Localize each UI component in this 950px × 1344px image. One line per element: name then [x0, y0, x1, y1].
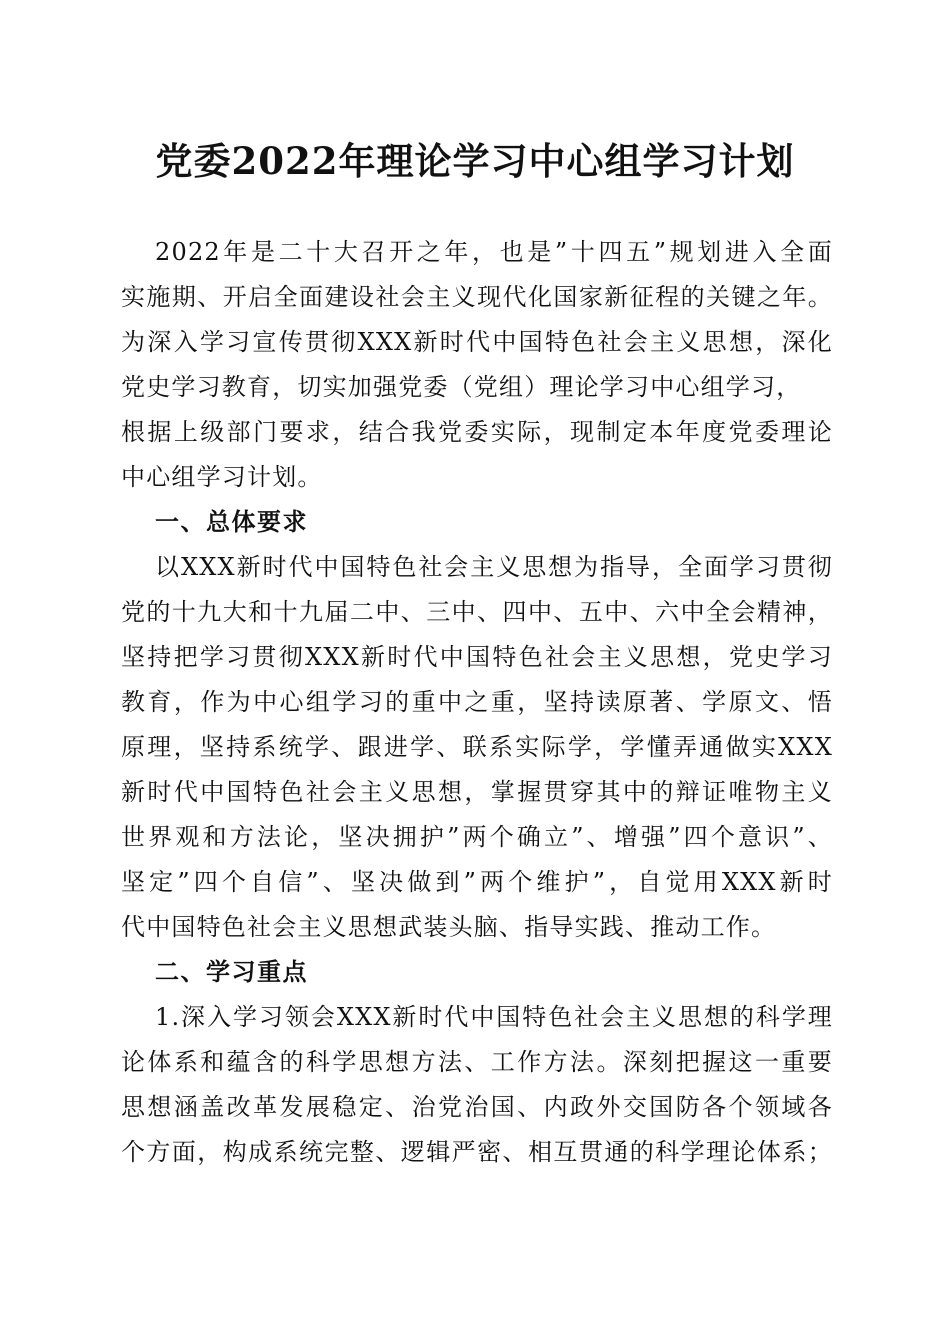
section-1-line-9: 代中国特色社会主义思想武装头脑、指导实践、推动工作。 [121, 913, 777, 941]
section-1-line-4: 教育，作为中心组学习的重中之重，坚持读原著、学原文、悟 [121, 688, 833, 716]
section-1-heading: 一、总体要求 [155, 508, 308, 536]
intro-line-6: 中心组学习计划。 [121, 463, 323, 491]
intro-line-5: 根据上级部门要求，结合我党委实际，现制定本年度党委理论 [121, 418, 833, 446]
section-1-line-3: 坚持把学习贯彻XXX新时代中国特色社会主义思想，党史学习 [121, 643, 833, 671]
section-1-line-5: 原理，坚持系统学、跟进学、联系实际学，学懂弄通做实XXX [121, 733, 833, 761]
section-1-line-8: 坚定”四个自信”、坚决做到”两个维护”，自觉用XXX新时 [121, 868, 833, 896]
document-title: 党委2022年理论学习中心组学习计划 [155, 139, 795, 183]
intro-line-3: 为深入学习宣传贯彻XXX新时代中国特色社会主义思想，深化 [121, 328, 833, 356]
section-2-heading: 二、学习重点 [155, 958, 308, 986]
intro-line-4: 党史学习教育，切实加强党委（党组）理论学习中心组学习， [121, 373, 802, 401]
section-2-line-4: 个方面，构成系统完整、逻辑严密、相互贯通的科学理论体系； [121, 1138, 833, 1166]
intro-line-2: 实施期、开启全面建设社会主义现代化国家新征程的关键之年。 [121, 283, 833, 311]
section-1-line-2: 党的十九大和十九届二中、三中、四中、五中、六中全会精神， [121, 598, 833, 626]
section-1-line-1: 以XXX新时代中国特色社会主义思想为指导，全面学习贯彻 [155, 553, 833, 581]
section-2-line-3: 思想涵盖改革发展稳定、治党治国、内政外交国防各个领域各 [121, 1093, 833, 1121]
section-1-line-7: 世界观和方法论，坚决拥护”两个确立”、增强”四个意识”、 [121, 823, 833, 851]
section-1-line-6: 新时代中国特色社会主义思想，掌握贯穿其中的辩证唯物主义 [121, 778, 833, 806]
section-2-line-1: 1.深入学习领会XXX新时代中国特色社会主义思想的科学理 [155, 1003, 833, 1031]
section-2-line-2: 论体系和蕴含的科学思想方法、工作方法。深刻把握这一重要 [121, 1048, 833, 1076]
intro-line-1: 2022年是二十大召开之年，也是”十四五”规划进入全面 [155, 238, 833, 266]
